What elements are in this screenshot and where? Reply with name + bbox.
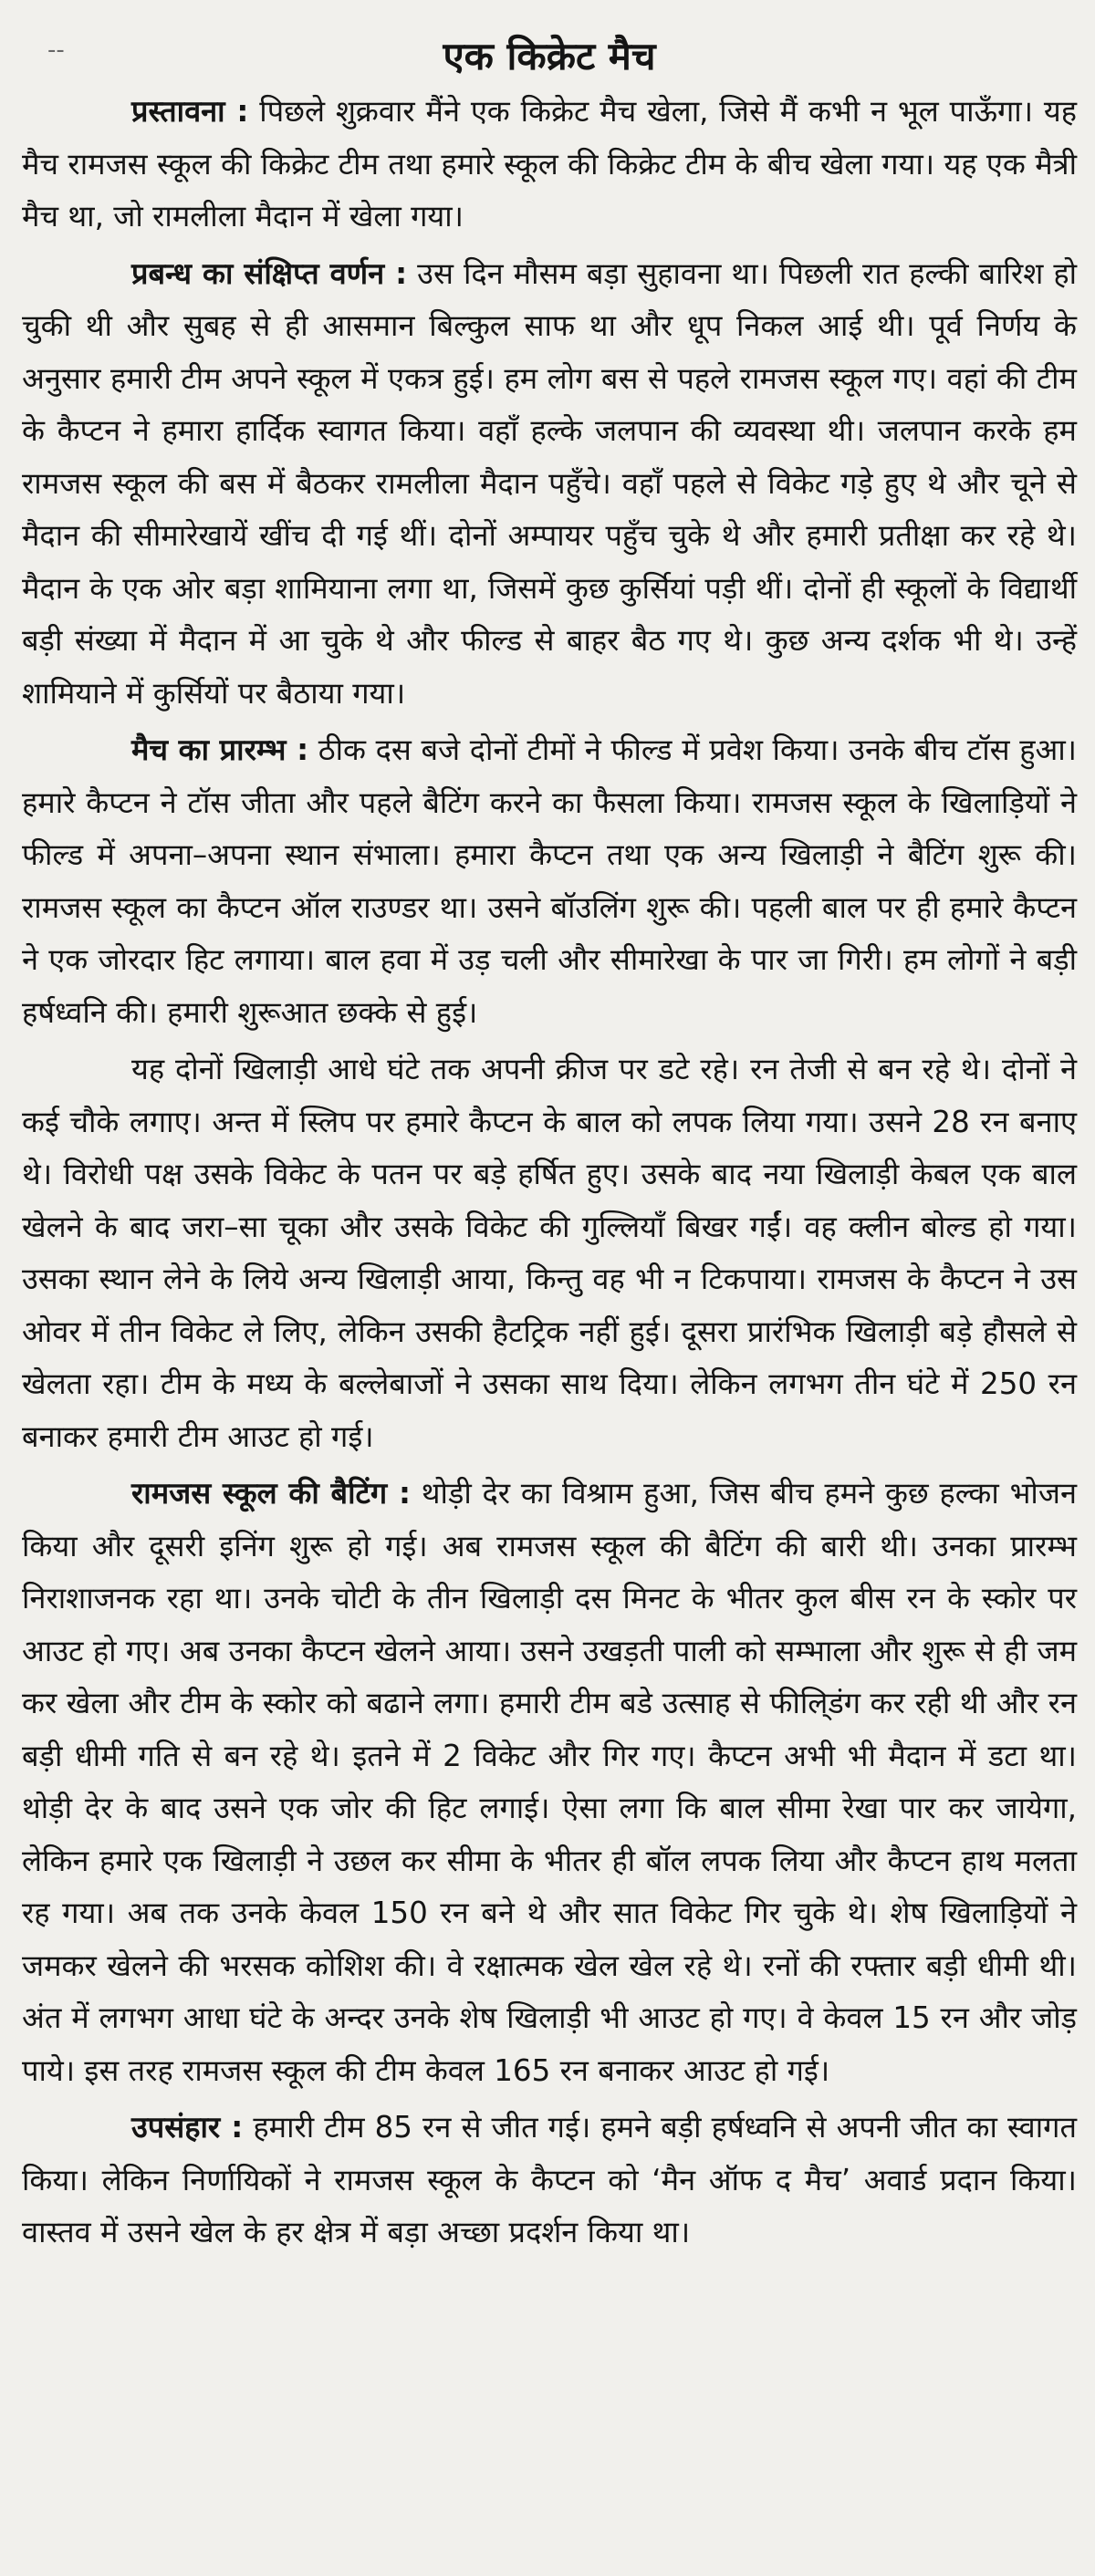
section-heading-conclusion: उपसंहार : (131, 2110, 244, 2145)
section-heading-ramjas-batting: रामजस स्कूल की बैटिंग : (131, 1476, 411, 1511)
paragraph-intro (22, 86, 1077, 244)
section-heading-match-start: मैच का प्रारम्भ : (131, 732, 309, 767)
section-heading-description: प्रबन्ध का संक्षिप्त वर्णन : (131, 255, 408, 291)
page-title: एक किक्रेट मैच (443, 34, 656, 78)
paragraph-conclusion (22, 2102, 1077, 2259)
paragraph-text: हमारी टीम 85 रन से जीत गई। हमने बड़ी हर्षध्वनि से अपनी जीत का स्वागत किया। लेकिन निर्णायिकों ने रामजस स्कूल के कैप्टन को ‘मैन ऑफ द मैच’ अवार्ड प्रदान किया। वास्तव में उसने खेल के हर क्षेत्र में बड़ा अच्छा प्रदर्शन किया था। (22, 2110, 1077, 2249)
paragraph-text: थोड़ी देर का विश्राम हुआ, जिस बीच हमने कुछ हल्का भोजन किया और दूसरी इनिंग शुरू हो गई। अब रामजस स्कूल की बैटिंग की बारी थी। उनका प्रारम्भ निराशाजनक रहा था। उनके चोटी के तीन खिलाड़ी दस मिनट के भीतर कुल बीस रन के स्कोर पर आउट हो गए। अब उनका कैप्टन खेलने आया। उसने उखड़ती पाली को सम्भाला और शुरू से ही जम कर खेला और टीम के स्कोर को बढाने लगा। हमारी टीम बडे उत्साह से फीलि्डंग कर रही थी और रन बड़ी धीमी गति से बन रहे थे। इतने में 2 विकेट और गिर गए। कैप्टन अभी भी मैदान में डटा था। थोड़ी देर के बाद उसने एक जोर की हिट लगाई। ऐसा लगा कि बाल सीमा रेखा पार कर जायेगा, लेकिन हमारे एक खिलाड़ी ने उछल कर सीमा के भीतर ही बॉल लपक लिया और कैप्टन हाथ मलता रह गया। अब तक उनके केवल 150 रन बने थे और सात विकेट गिर चुके थे। शेष खिलाड़ियों ने जमकर खेलने की भरसक कोशिश की। वे रक्षात्मक खेल खेल रहे थे। रनों की रफ्तार बड़ी धीमी थी। अंत में लगभग आधा घंटे के अन्दर उनके शेष खिलाड़ी भी आउट हो गए। वे केवल 15 रन और जोड़ पाये। इस तरह रामजस स्कूल की टीम केवल 165 रन बनाकर आउट हो गई। (22, 1476, 1077, 2088)
page-mark: -- (47, 36, 65, 64)
paragraph-text: उस दिन मौसम बड़ा सुहावना था। पिछली रात हल्की बारिश हो चुकी थी और सुबह से ही आसमान बिल्कुल साफ था और धूप निकल आई थी। पूर्व निर्णय के अनुसार हमारी टीम अपने स्कूल में एकत्र हुई। हम लोग बस से पहले रामजस स्कूल गए। वहां की टीम के कैप्टन ने हमारा हार्दिक स्वागत किया। वहाँ हल्के जलपान की व्यवस्था थी। जलपान करके हम रामजस स्कूल की बस में बैठकर रामलीला मैदान पहुँचे। वहाँ पहले से विकेट गड़े हुए थे और चूने से मैदान की सीमारेखायें खींच दी गई थीं। दोनों अम्पायर पहुँच चुके थे और हमारी प्रतीक्षा कर रहे थे। मैदान के एक ओर बड़ा शामियाना लगा था, जिसमें कुछ कुर्सियां पड़ी थीं। दोनों ही स्कूलों के विद्यार्थी बड़ी संख्या में मैदान में आ चुके थे और फील्ड से बाहर बैठ गए थे। कुछ अन्य दर्शक भी थे। उन्हें शामियाने में कुर्सियों पर बैठाया गया। (22, 255, 1077, 711)
paragraph-text: यह दोनों खिलाड़ी आधे घंटे तक अपनी क्रीज पर डटे रहे। रन तेजी से बन रहे थे। दोनों ने कई चौके लगाए। अन्त में स्लिप पर हमारे कैप्टन के बाल को लपक लिया गया। उसने 28 रन बनाए थे। विरोधी पक्ष उसके विकेट के पतन पर बड़े हर्षित हुए। उसके बाद नया खिलाड़ी केबल एक बाल खेलने के बाद जरा–सा चूका और उसके विकेट की गुल्लियाँ बिखर गईं। वह क्लीन बोल्ड हो गया। उसका स्थान लेने के लिये अन्य खिलाड़ी आया, किन्तु वह भी न टिकपाया। रामजस के कैप्टन ने उस ओवर में तीन विकेट ले लिए, लेकिन उसकी हैटट्रिक नहीं हुई। दूसरा प्रारंभिक खिलाड़ी बड़े हौसले से खेलता रहा। टीम के मध्य के बल्लेबाजों ने उसका साथ दिया। लेकिन लगभग तीन घंटे में 250 रन बनाकर हमारी टीम आउट हो गई। (22, 1052, 1077, 1454)
paragraph-innings-continuation (22, 1044, 1077, 1463)
paragraph-description (22, 248, 1077, 721)
section-heading-intro: प्रस्तावना : (131, 94, 249, 129)
paragraph-ramjas-batting (22, 1468, 1077, 2097)
paragraph-match-start (22, 724, 1077, 1039)
paragraph-text: ठीक दस बजे दोनों टीमों ने फील्ड में प्रवेश किया। उनके बीच टॉस हुआ। हमारे कैप्टन ने टॉस जीता और पहले बैटिंग करने का फैसला किया। रामजस स्कूल के खिलाड़ियों ने फील्ड में अपना–अपना स्थान संभाला। हमारा कैप्टन तथा एक अन्य खिलाड़ी ने बैटिंग शुरू की। रामजस स्कूल का कैप्टन ऑल राउण्डर था। उसने बॉउलिंग शुरू की। पहली बाल पर ही हमारे कैप्टन ने एक जोरदार हिट लगाया। बाल हवा में उड़ चली और सीमारेखा के पार जा गिरी। हम लोगों ने बड़ी हर्षध्वनि की। हमारी शुरूआत छक्के से हुई। (22, 732, 1078, 1030)
paragraph-text: पिछले शुक्रवार मैंने एक किक्रेट मैच खेला, जिसे मैं कभी न भूल पाऊँगा। यह मैच रामजस स्कूल की किक्रेट टीम तथा हमारे स्कूल की किक्रेट टीम के बीच खेला गया। यह एक मैत्री मैच था, जो रामलीला मैदान में खेला गया। (22, 94, 1077, 234)
